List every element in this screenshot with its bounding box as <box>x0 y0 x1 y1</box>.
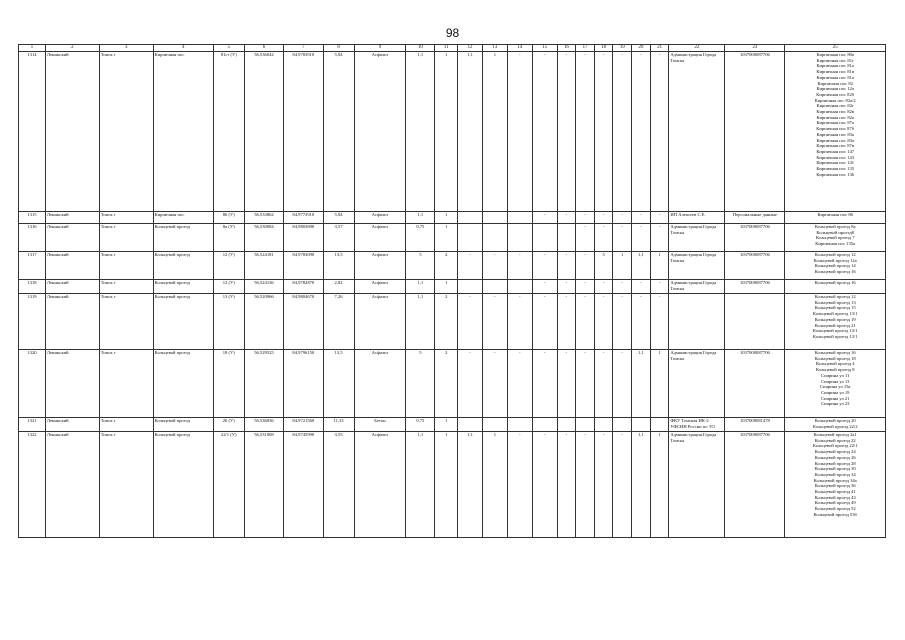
column-number-row <box>19 45 886 52</box>
cell-no: 1314 <box>19 52 46 212</box>
cell-house: 20 (У) <box>213 418 244 432</box>
cell-c17 <box>557 418 576 432</box>
cell-house: 12 (У) <box>213 252 244 280</box>
cell-c14 <box>482 224 507 252</box>
cell-c18: - <box>576 224 595 252</box>
cell-c21: - <box>632 52 651 212</box>
cell-house: 8а (У) <box>213 224 244 252</box>
cell-length: 13,5 <box>323 350 354 418</box>
cell-c11: 1,1 <box>406 294 435 350</box>
cell-c12: 1 <box>435 418 458 432</box>
cell-owner: Администрация Города Томска <box>669 350 725 418</box>
cell-lat: 56,524136 <box>244 280 283 294</box>
column-number-2: 2 <box>45 45 99 52</box>
cell-c13 <box>458 280 483 294</box>
cell-c21: 1,1 <box>632 252 651 280</box>
cell-c20: - <box>613 294 632 350</box>
column-number-10: 10 <box>406 45 435 52</box>
cell-district: Ленинский <box>45 52 99 212</box>
registry-table <box>18 44 886 538</box>
cell-c11: 1,1 <box>406 212 435 224</box>
column-number-13: 13 <box>482 45 507 52</box>
cell-addresses: Кирпичная пос 86 <box>785 212 886 224</box>
column-number-20: 20 <box>632 45 651 52</box>
cell-c19: - <box>594 294 613 350</box>
cell-c19: - <box>594 52 613 212</box>
cell-c19: - <box>594 350 613 418</box>
cell-c21: - <box>632 212 651 224</box>
cell-street: Кольцевой проезд <box>153 252 213 280</box>
cell-lon: 84,9721560 <box>284 418 323 432</box>
cell-owner: Администрация Города Томска <box>669 224 725 252</box>
cell-c14: 1 <box>482 52 507 212</box>
cell-c20: - <box>613 212 632 224</box>
column-number-1: 1 <box>19 45 46 52</box>
cell-ogrn: 1037000087706 <box>725 252 785 280</box>
cell-no: 1318 <box>19 280 46 294</box>
cell-c12: 1 <box>435 212 458 224</box>
column-number-5: 5 <box>213 45 244 52</box>
cell-lat: 56,536042 <box>244 52 283 212</box>
cell-c13: 1,1 <box>458 52 483 212</box>
cell-city: Томск г <box>99 52 153 212</box>
column-number-9: 9 <box>354 45 406 52</box>
cell-district: Ленинский <box>45 418 99 432</box>
cell-c12: 1 <box>435 52 458 212</box>
cell-c17: - <box>557 52 576 212</box>
cell-surface: Асфальт <box>354 252 406 280</box>
cell-lon: 84,9783090 <box>284 252 323 280</box>
cell-no: 1316 <box>19 224 46 252</box>
column-number-6: 6 <box>244 45 283 52</box>
cell-addresses: Кольцевой проезд 12 Кольцевой проезд 12а Кольцевой проезд 14 Кольцевой проезд 16 <box>785 252 886 280</box>
cell-district: Ленинский <box>45 280 99 294</box>
cell-street: Кирпичная пос <box>153 52 213 212</box>
cell-c22: - <box>650 52 669 212</box>
cell-surface: Асфальт <box>354 350 406 418</box>
page-number: 98 <box>445 26 460 40</box>
cell-house: 18 (У) <box>213 350 244 418</box>
cell-length: 11,33 <box>323 418 354 432</box>
table-row <box>19 418 886 432</box>
cell-c13: - <box>458 350 483 418</box>
cell-lat: 56,520966 <box>244 294 283 350</box>
cell-surface: Асфальт <box>354 52 406 212</box>
cell-c20: - <box>613 350 632 418</box>
table-row <box>19 252 886 280</box>
cell-c21: - <box>632 280 651 294</box>
cell-c22: - <box>650 280 669 294</box>
cell-lon: 84,9782870 <box>284 280 323 294</box>
cell-addresses: Кольцевой проезд 12 Кольцевой проезд 13 Кольцевой проезд 15 Кольцевой проезд 13/1 Кольцевой проезд 19 Кольцевой проезд 21 Кольцевой проезд 13/1 Кольцевой проезд 13/1 <box>785 294 886 350</box>
cell-city: Томск г <box>99 432 153 538</box>
cell-c14: 1 <box>482 432 507 538</box>
cell-house: 13 (У) <box>213 294 244 350</box>
cell-ogrn: 1037000087706 <box>725 224 785 252</box>
cell-owner: Администрация Города Томска <box>669 432 725 538</box>
cell-no: 1319 <box>19 294 46 350</box>
cell-c15 <box>507 212 532 224</box>
cell-ogrn: 1037000087706 <box>725 52 785 212</box>
cell-c22: 1 <box>650 252 669 280</box>
cell-c18: - <box>576 52 595 212</box>
cell-c17: - <box>557 252 576 280</box>
cell-c16: - <box>532 350 557 418</box>
cell-c21: - <box>632 294 651 350</box>
cell-c19: - <box>594 432 613 538</box>
cell-lon: 84,9773910 <box>284 212 323 224</box>
column-number-3: 3 <box>99 45 153 52</box>
cell-c20: - <box>613 52 632 212</box>
cell-city: Томск г <box>99 350 153 418</box>
column-number-18: 18 <box>594 45 613 52</box>
cell-ogrn <box>725 294 785 350</box>
cell-c13 <box>458 224 483 252</box>
cell-city: Томск г <box>99 224 153 252</box>
cell-house: 81ст (У) <box>213 52 244 212</box>
cell-lat: 56,530084 <box>244 224 283 252</box>
cell-c12: 1 <box>435 280 458 294</box>
column-number-16: 16 <box>557 45 576 52</box>
cell-ogrn: 1037000087706 <box>725 350 785 418</box>
cell-c11: 1,1 <box>406 280 435 294</box>
cell-addresses: Кольцевой проезд 16 Кольцевой проезд 18 Кольцевой проезд 4 Кольцевой проезд 8 Спирина ул 11 Спирина ул 13 Спирина ул 15а Спирина ул 19 Спирина ул 21 Спирина ул 23 <box>785 350 886 418</box>
cell-c17: - <box>557 350 576 418</box>
cell-surface: Асфальт <box>354 294 406 350</box>
cell-c16: - <box>532 52 557 212</box>
column-number-11: 11 <box>435 45 458 52</box>
cell-district: Ленинский <box>45 350 99 418</box>
cell-c17: - <box>557 280 576 294</box>
cell-c18: - <box>576 350 595 418</box>
cell-owner: ИП Алексеев С.Е. <box>669 212 725 224</box>
cell-street: Кольцевой проезд <box>153 280 213 294</box>
cell-lon: 84,9745990 <box>284 432 323 538</box>
cell-c12: 1 <box>435 432 458 538</box>
column-number-4: 4 <box>153 45 213 52</box>
cell-c16: - <box>532 252 557 280</box>
cell-c12: 2 <box>435 350 458 418</box>
cell-c22: - <box>650 294 669 350</box>
cell-lon: 84,9796150 <box>284 350 323 418</box>
cell-c18: - <box>576 294 595 350</box>
cell-c15: - <box>507 350 532 418</box>
cell-district: Ленинский <box>45 224 99 252</box>
cell-c22 <box>650 418 669 432</box>
cell-surface: Асфальт <box>354 280 406 294</box>
cell-c16: - <box>532 432 557 538</box>
cell-c13: 1,1 <box>458 432 483 538</box>
cell-c14 <box>482 212 507 224</box>
cell-lat: 56,536836 <box>244 418 283 432</box>
column-number-8: 8 <box>323 45 354 52</box>
cell-c14 <box>482 280 507 294</box>
cell-district: Ленинский <box>45 252 99 280</box>
cell-c22: - <box>650 224 669 252</box>
cell-no: 1315 <box>19 212 46 224</box>
cell-c20: - <box>613 224 632 252</box>
cell-c16: - <box>532 280 557 294</box>
cell-c12: 2 <box>435 252 458 280</box>
column-number-23: 23 <box>725 45 785 52</box>
registry-body <box>19 52 886 538</box>
cell-lon: 84,9783910 <box>284 52 323 212</box>
cell-ogrn: Персональные данные <box>725 212 785 224</box>
cell-lat: 56,524181 <box>244 252 283 280</box>
cell-c19 <box>594 418 613 432</box>
cell-c13 <box>458 418 483 432</box>
cell-no: 1322 <box>19 432 46 538</box>
cell-street: Кольцевой проезд <box>153 224 213 252</box>
column-number-17: 17 <box>576 45 595 52</box>
cell-c11: 1,1 <box>406 432 435 538</box>
cell-street: Кольцевой проезд <box>153 432 213 538</box>
table-row <box>19 432 886 538</box>
cell-c17: - <box>557 294 576 350</box>
cell-house: 86 (У) <box>213 212 244 224</box>
cell-district: Ленинский <box>45 294 99 350</box>
cell-ogrn: 1037000087706 <box>725 432 785 538</box>
cell-city: Томск г <box>99 280 153 294</box>
cell-c13: - <box>458 294 483 350</box>
cell-c17: - <box>557 432 576 538</box>
cell-owner <box>669 294 725 350</box>
cell-c20: 1 <box>613 252 632 280</box>
column-number-14: 14 <box>507 45 532 52</box>
cell-c15 <box>507 418 532 432</box>
cell-c22: 1 <box>650 350 669 418</box>
cell-city: Томск г <box>99 294 153 350</box>
cell-lat: 56,531008 <box>244 432 283 538</box>
cell-length: 5,84 <box>323 52 354 212</box>
table-row <box>19 224 886 252</box>
cell-city: Томск г <box>99 212 153 224</box>
cell-c15: - <box>507 432 532 538</box>
cell-c12: 2 <box>435 294 458 350</box>
cell-c18: - <box>576 252 595 280</box>
cell-c22: - <box>650 212 669 224</box>
cell-c16 <box>532 418 557 432</box>
column-number-7: 7 <box>284 45 323 52</box>
cell-c11: 0,75 <box>406 224 435 252</box>
cell-surface: Асфальт <box>354 432 406 538</box>
cell-house: 22/1 (У) <box>213 432 244 538</box>
cell-c18 <box>576 418 595 432</box>
cell-addresses: Кольцевой проезд 8а Кольцевой проезд8 Кольцевой проезд 7 Кирпичная пос 135а <box>785 224 886 252</box>
table-row <box>19 52 886 212</box>
cell-c15: - <box>507 294 532 350</box>
cell-c11: 5 <box>406 350 435 418</box>
cell-c18: - <box>576 280 595 294</box>
cell-c18: - <box>576 212 595 224</box>
cell-c19: - <box>594 224 613 252</box>
cell-c15 <box>507 224 532 252</box>
cell-c21: - <box>632 224 651 252</box>
table-row <box>19 212 886 224</box>
column-number-15: 15 <box>532 45 557 52</box>
cell-no: 1317 <box>19 252 46 280</box>
cell-lat: 56,533862 <box>244 212 283 224</box>
cell-c18: - <box>576 432 595 538</box>
cell-owner: ФКУ Томская ИК-2 УФСИН России по ТО <box>669 418 725 432</box>
cell-c14: - <box>482 294 507 350</box>
cell-house: 12 (У) <box>213 280 244 294</box>
cell-c15: - <box>507 52 532 212</box>
cell-c11: 0,75 <box>406 418 435 432</box>
cell-c11: 1,1 <box>406 52 435 212</box>
cell-no: 1321 <box>19 418 46 432</box>
cell-lon: 84,9803690 <box>284 224 323 252</box>
cell-city: Томск г <box>99 252 153 280</box>
cell-c15: - <box>507 252 532 280</box>
column-number-19: 19 <box>613 45 632 52</box>
cell-length: 7,26 <box>323 294 354 350</box>
cell-c21 <box>632 418 651 432</box>
cell-no: 1320 <box>19 350 46 418</box>
cell-lon: 84,9804670 <box>284 294 323 350</box>
cell-c14: - <box>482 350 507 418</box>
cell-owner: Администрация Города Томска <box>669 280 725 294</box>
cell-c13 <box>458 212 483 224</box>
cell-length: 13,5 <box>323 252 354 280</box>
cell-c21: 1,1 <box>632 350 651 418</box>
cell-c13: - <box>458 252 483 280</box>
table-row <box>19 294 886 350</box>
cell-c12: 1 <box>435 224 458 252</box>
cell-addresses: Кольцевой проезд 16 <box>785 280 886 294</box>
column-number-22: 22 <box>669 45 725 52</box>
cell-c20 <box>613 418 632 432</box>
cell-length: 2,82 <box>323 280 354 294</box>
cell-city: Томск г <box>99 418 153 432</box>
cell-street: Кирпичная пос <box>153 212 213 224</box>
cell-district: Ленинский <box>45 432 99 538</box>
table-row <box>19 350 886 418</box>
cell-ogrn: 1037000087706 <box>725 280 785 294</box>
cell-c17: - <box>557 212 576 224</box>
cell-c21: 1,1 <box>632 432 651 538</box>
cell-addresses: Кирпичная пос 80а Кирпичная пос 81г Кирпичная пос 81а Кирпичная пос 81в Кирпичная пос 81а Кирпичная пос 82 Кирпичная пос 12а Кирпичная пос 82б Кирпичная пос 82а/2 Кирпичная пос 82г Кирпичная пос 82в Кирпичная пос 82а Кирпичная пос 87а Кирпичная пос 87б Кирпичная пос 83а Кирпичная пос 83а Кирпичная пос 87в Кирпичная пос 147 Кирпичная пос 143 Кирпичная пос 141 Кирпичная пос 135 Кирпичная пос 136 <box>785 52 886 212</box>
cell-c20: - <box>613 280 632 294</box>
cell-c11: 5 <box>406 252 435 280</box>
column-number-21: 21 <box>650 45 669 52</box>
cell-c14 <box>482 418 507 432</box>
cell-c19: - <box>594 280 613 294</box>
cell-addresses: Кольцевой проезд 2а1 Кольцевой проезд 22 Кольцевой проезд 22/1 Кольцевой проезд 24 Кольцевой проезд 26 Кольцевой проезд 28 Кольцевой проезд 30 Кольцевой проезд 34 Кольцевой проезд 34а Кольцевой проезд 36 Кольцевой проезд 41 Кольцевой проезд 43 Кольцевой проезд 49 Кольцевой проезд 52 Кольцевой проезд 53б <box>785 432 886 538</box>
cell-c16: - <box>532 294 557 350</box>
cell-length: 5,84 <box>323 212 354 224</box>
cell-street: Кольцевой проезд <box>153 350 213 418</box>
cell-ogrn: 1037000081478 <box>725 418 785 432</box>
cell-length: 3,57 <box>323 224 354 252</box>
cell-owner: Администрация Города Томска <box>669 52 725 212</box>
cell-length: 3,55 <box>323 432 354 538</box>
cell-surface: Асфальт <box>354 224 406 252</box>
cell-c17 <box>557 224 576 252</box>
cell-street: Кольцевой проезд <box>153 418 213 432</box>
cell-c20: - <box>613 432 632 538</box>
cell-c19: 5 <box>594 252 613 280</box>
cell-street: Кольцевой проезд <box>153 294 213 350</box>
cell-district: Ленинский <box>45 212 99 224</box>
cell-owner: Администрация Города Томска <box>669 252 725 280</box>
column-number-24: 25 <box>785 45 886 52</box>
cell-c16 <box>532 224 557 252</box>
cell-lat: 56,529525 <box>244 350 283 418</box>
cell-c15 <box>507 280 532 294</box>
cell-c14: - <box>482 252 507 280</box>
cell-c16: - <box>532 212 557 224</box>
cell-c19: - <box>594 212 613 224</box>
cell-c22: 1 <box>650 432 669 538</box>
column-number-12: 12 <box>458 45 483 52</box>
cell-surface: Бетон <box>354 418 406 432</box>
cell-addresses: Кольцевой проезд 20 Кольцевой проезд 22/2 <box>785 418 886 432</box>
table-row <box>19 280 886 294</box>
cell-surface: Асфальт <box>354 212 406 224</box>
